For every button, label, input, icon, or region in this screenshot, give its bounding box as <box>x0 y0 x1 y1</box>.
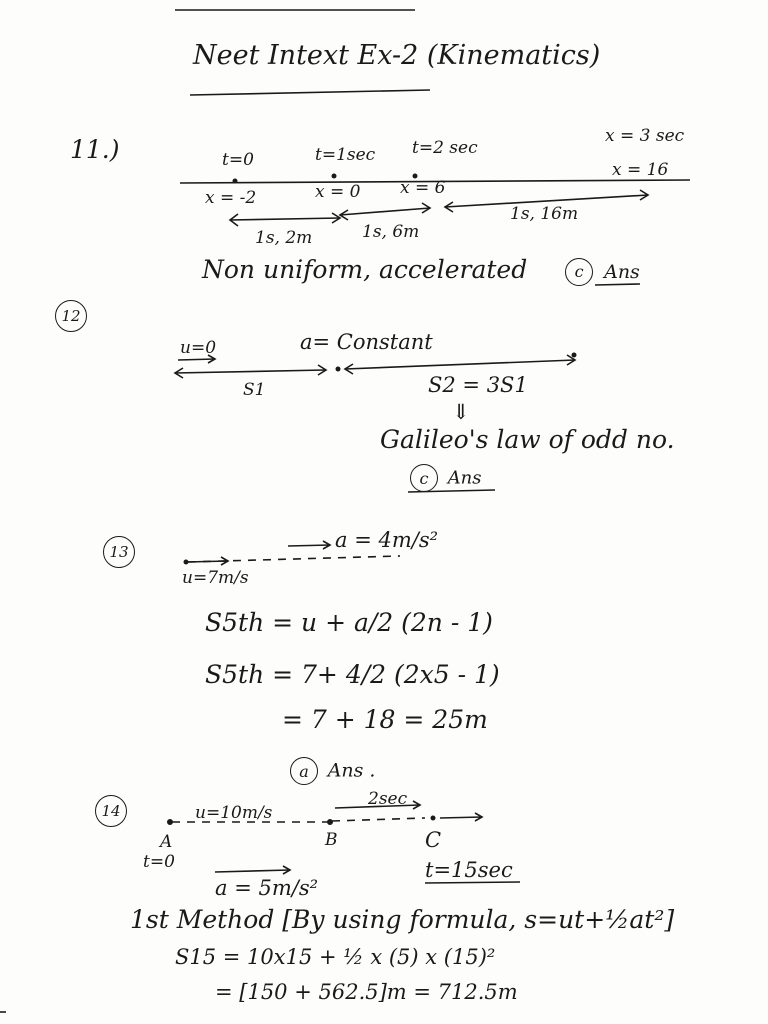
q12-u: u=0 <box>180 338 217 358</box>
q11-x3: x = 16 <box>612 160 669 180</box>
q11-x2: x = 6 <box>400 178 446 198</box>
q11-answer-option: c <box>565 258 593 286</box>
q11-t1: t=1sec <box>315 145 376 165</box>
q14-line1: S15 = 10x15 + ½ x (5) x (15)² <box>175 945 496 969</box>
q14-time-bc: 2sec <box>368 789 408 809</box>
q11-answer <box>202 255 640 286</box>
page-title: Neet Intext Ex-2 (Kinematics) <box>193 40 601 71</box>
q11-answer-text: Non uniform, accelerated <box>202 255 528 284</box>
q11-x0: x = -2 <box>205 188 257 208</box>
q14-a: a = 5m/s² <box>215 876 319 900</box>
q13-number: 13 <box>103 536 135 568</box>
q14-tc-underline <box>425 882 520 883</box>
q14-t-a: t=0 <box>143 852 175 872</box>
q12-answer-option: c <box>410 464 438 492</box>
q14-c-arrow <box>440 817 482 818</box>
q12-answer <box>410 464 482 492</box>
q13-line2: S5th = 7+ 4/2 (2x5 - 1) <box>205 660 500 689</box>
q14-point-b-label: B <box>325 830 338 850</box>
q14-point-c <box>431 816 436 821</box>
q12-arrow-left <box>175 370 325 373</box>
q11-point-t1 <box>332 174 337 179</box>
q13-a-arrow <box>288 545 330 546</box>
q11-x1: x = 0 <box>315 182 361 202</box>
q14-a-arrow <box>215 870 290 872</box>
q12-arrow: ⇓ <box>452 400 470 424</box>
q13-answer <box>290 757 375 785</box>
q14-number: 14 <box>95 795 127 827</box>
q11-t2: t=2 sec <box>412 138 478 158</box>
q14-method: 1st Method [By using formula, s=ut+½at²] <box>130 905 675 934</box>
q11-d3: 1s, 16m <box>510 204 579 224</box>
q12-u-underline <box>178 359 215 360</box>
q14-point-a-label: A <box>160 832 173 852</box>
q12-s2: S2 = 3S1 <box>428 373 528 397</box>
q12-mid-point <box>336 367 341 372</box>
q14-line2: = [150 + 562.5]m = 712.5m <box>215 980 518 1004</box>
q12-law: Galileo's law of odd no. <box>380 425 675 454</box>
q11-d2: 1s, 6m <box>362 222 420 242</box>
q11-number: 11.) <box>70 135 120 164</box>
q13-u: u=7m/s <box>182 568 249 588</box>
q14-u: u=10m/s <box>195 803 273 823</box>
q13-answer-option: a <box>290 757 318 785</box>
q11-arrow-1 <box>230 218 340 220</box>
q11-answer-suffix: Ans <box>604 261 640 283</box>
q12-a: a= Constant <box>300 330 433 354</box>
q13-a: a = 4m/s² <box>335 528 439 552</box>
q12-number: 12 <box>55 300 87 332</box>
q14-point-c-label: C <box>425 828 442 852</box>
q12-end-point <box>572 353 577 358</box>
title-underline <box>190 90 430 95</box>
q11-d1: 1s, 2m <box>255 228 313 248</box>
q11-point-t0 <box>233 179 238 184</box>
q13-answer-suffix: Ans . <box>327 759 376 782</box>
q13-line1: S5th = u + a/2 (2n - 1) <box>205 608 493 637</box>
q11-arrow-2 <box>340 208 430 215</box>
q12-arrow-right <box>345 360 575 369</box>
q14-t-c: t=15sec <box>425 858 513 882</box>
q12-answer-suffix: Ans <box>447 467 482 489</box>
q12-s1: S1 <box>243 380 266 400</box>
q14-dash-bc <box>332 818 425 821</box>
q13-line3: = 7 + 18 = 25m <box>282 705 488 734</box>
q11-t0: t=0 <box>222 150 254 170</box>
q11-t3: x = 3 sec <box>605 126 685 146</box>
q13-u-arrow <box>186 561 228 562</box>
